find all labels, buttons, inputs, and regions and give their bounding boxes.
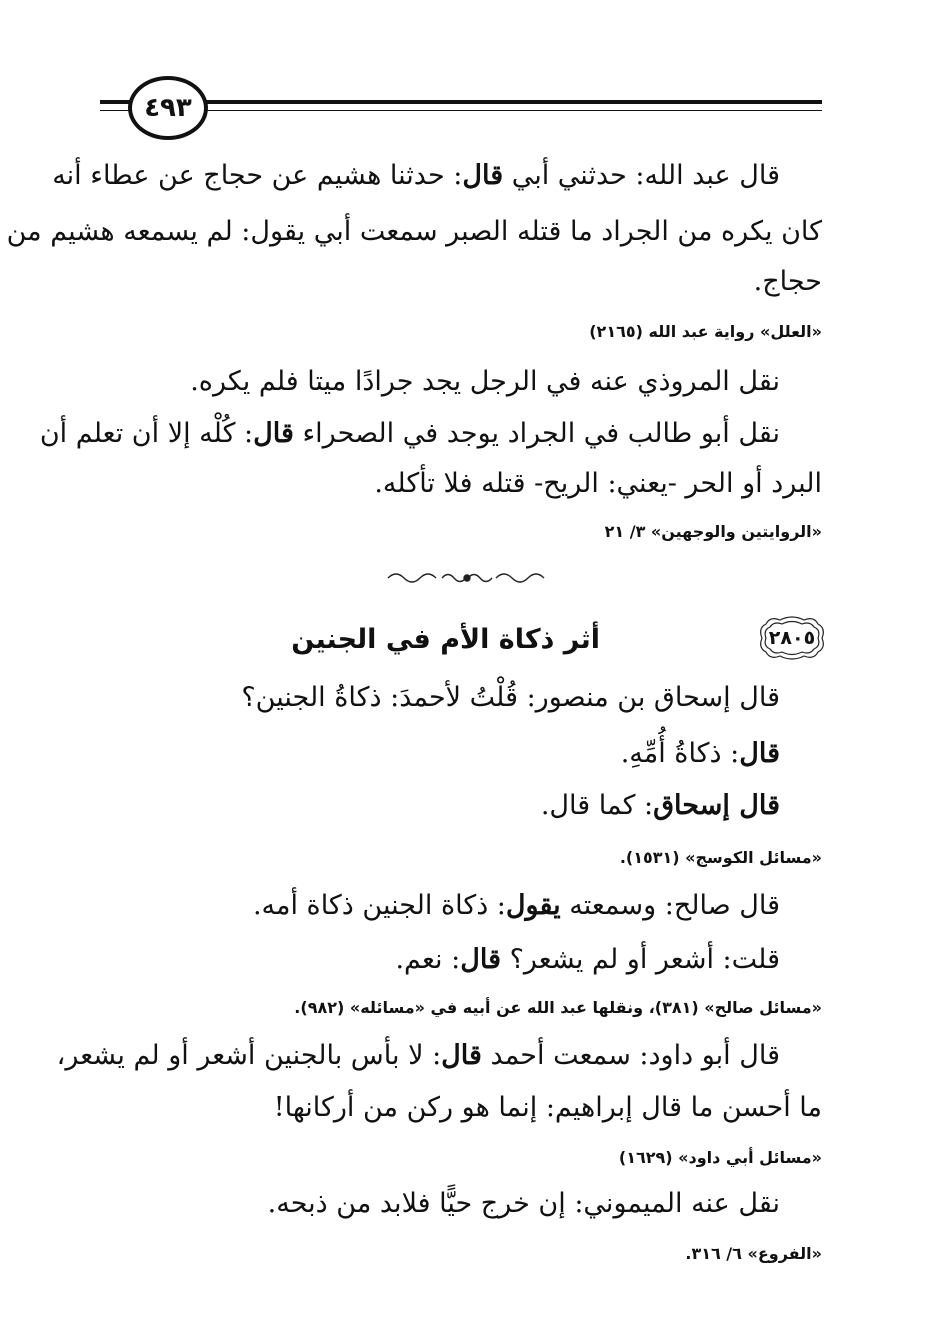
header-rule-left <box>100 100 132 104</box>
text-line: قال إسحاق بن منصور: قُلْتُ لأحمدَ: ذكاةُ الجنين؟ <box>241 682 780 713</box>
text-line: ما أحسن ما قال إبراهيم: إنما هو ركن من أركانها! <box>273 1092 822 1123</box>
source-citation: «مسائل أبي داود» (١٦٢٩) <box>618 1148 822 1167</box>
section-number: ٢٨٠٥ <box>768 627 816 649</box>
text-line: نقل المروذي عنه في الرجل يجد جرادًا ميتا فلم يكره. <box>190 366 780 397</box>
header-rule-thin <box>204 110 822 111</box>
source-citation: «مسائل صالح» (٣٨١)، ونقلها عبد الله عن أبيه في «مسائله» (٩٨٢). <box>294 998 822 1017</box>
text-line: قال عبد الله: حدثني أبي قال: حدثنا هشيم عن حجاج عن عطاء أنه <box>52 160 780 191</box>
text-line: قال: ذكاةُ أُمِّهِ. <box>620 738 780 769</box>
text-line: نقل عنه الميموني: إن خرج حيًّا فلابد من ذبحه. <box>267 1188 780 1219</box>
text-line: قلت: أشعر أو لم يشعر؟ قال: نعم. <box>395 944 780 975</box>
text-line: قال إسحاق: كما قال. <box>540 790 780 821</box>
text-line: قال صالح: وسمعته يقول: ذكاة الجنين ذكاة أمه. <box>252 890 780 921</box>
section-title: أثر ذكاة الأم في الجنين <box>291 624 600 655</box>
text-line: كان يكره من الجراد ما قتله الصبر سمعت أبي يقول: لم يسمعه هشيم من <box>6 216 822 247</box>
text-line: نقل أبو طالب في الجراد يوجد في الصحراء قال: كُلْه إلا أن تعلم أن <box>39 418 780 449</box>
source-citation: «العلل» رواية عبد الله (٢١٦٥) <box>589 322 822 341</box>
source-citation: «الروايتين والوجهين» ٣/ ٢١ <box>604 522 822 541</box>
text-line: حجاج. <box>753 266 822 297</box>
ornament-divider-icon <box>384 568 550 588</box>
header-rule <box>204 100 822 104</box>
source-citation: «مسائل الكوسج» (١٥٣١). <box>619 848 822 867</box>
source-citation: «الفروع» ٦/ ٣١٦. <box>685 1244 822 1263</box>
page-number: ٤٩٣ <box>128 76 208 140</box>
text-line: قال أبو داود: سمعت أحمد قال: لا بأس بالجنين أشعر أو لم يشعر، <box>56 1040 780 1071</box>
text-line: البرد أو الحر -يعني: الريح- قتله فلا تأكله. <box>374 468 822 499</box>
